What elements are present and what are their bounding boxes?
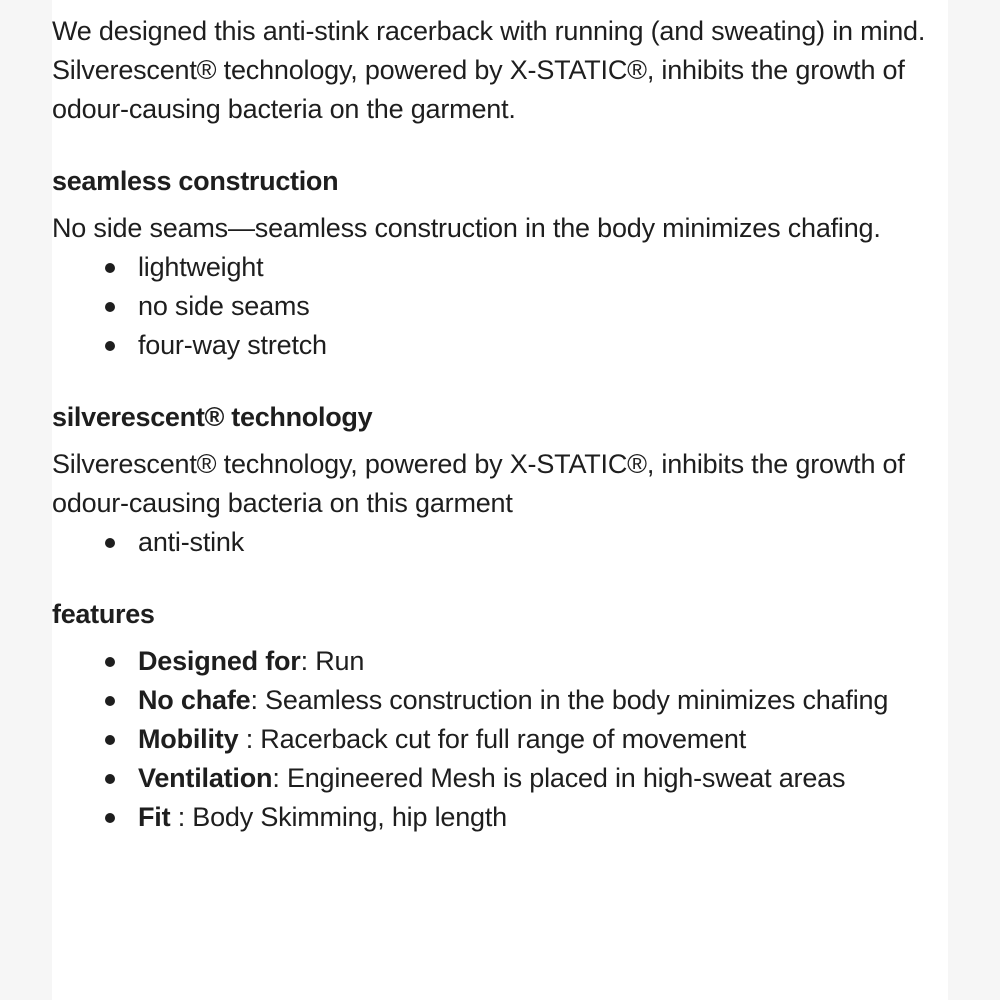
feature-separator: : <box>300 646 316 676</box>
product-description-page <box>52 0 948 1000</box>
feature-text: Seamless construction in the body minimizes chafing <box>265 685 889 715</box>
feature-text: Run <box>315 646 365 676</box>
feature-label: Fit <box>138 802 171 832</box>
bullet-list <box>52 248 932 365</box>
feature-text: Body Skimming, hip length <box>192 802 507 832</box>
section-title-seamless-construction: seamless construction <box>52 166 339 196</box>
feature-separator: : <box>250 685 266 715</box>
feature-separator: : <box>170 802 193 832</box>
product-description <box>52 12 932 837</box>
section-silverescent-technology <box>52 445 932 562</box>
feature-text: Engineered Mesh is placed in high-sweat areas <box>286 763 846 793</box>
feature-item <box>138 681 932 720</box>
feature-item <box>138 759 932 798</box>
section-description: No side seams—seamless construction in the body minimizes chafing. <box>52 213 881 243</box>
feature-label: No chafe <box>138 685 251 715</box>
list-item: anti-stink <box>138 523 932 562</box>
feature-text: Racerback cut for full range of movement <box>260 724 747 754</box>
feature-separator: : <box>272 763 287 793</box>
features-list <box>52 642 932 837</box>
list-item: lightweight <box>138 248 932 287</box>
section-title-silverescent-technology: silverescent® technology <box>52 402 373 432</box>
list-item: no side seams <box>138 287 932 326</box>
feature-label: Ventilation <box>138 763 273 793</box>
feature-label: Designed for <box>138 646 301 676</box>
feature-separator: : <box>238 724 261 754</box>
section-description: Silverescent® technology, powered by X-STATIC®, inhibits the growth of odour-causing bacteria on this garment <box>52 449 905 518</box>
feature-item <box>138 798 932 837</box>
section-title-features: features <box>52 599 155 629</box>
feature-label: Mobility <box>138 724 239 754</box>
list-item: four-way stretch <box>138 326 932 365</box>
intro-paragraph: We designed this anti-stink racerback with running (and sweating) in mind. Silverescent® technology, powered by X-STATIC®, inhibits the growth of odour-causing bacteria on the garment. <box>52 16 926 124</box>
feature-item <box>138 720 932 759</box>
bullet-list <box>52 523 932 562</box>
feature-item <box>138 642 932 681</box>
section-seamless-construction <box>52 209 932 365</box>
